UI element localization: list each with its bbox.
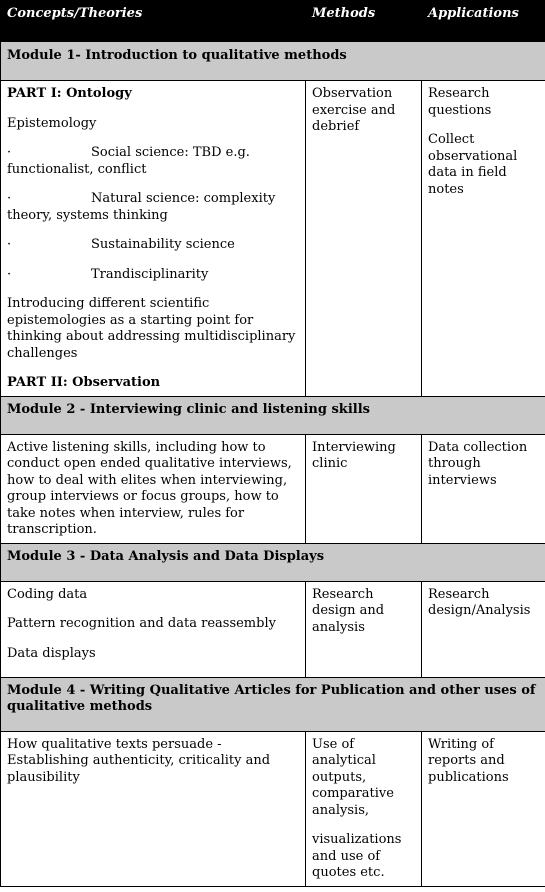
header-methods: Methods — [306, 1, 422, 42]
header-concepts: Concepts/Theories — [1, 1, 306, 42]
methods-cell — [306, 581, 422, 677]
concept-text: Pattern recognition and data reassembly — [7, 616, 276, 631]
module-1-title-row — [1, 42, 545, 81]
part-heading: PART II: Observation — [7, 375, 161, 390]
methods-cell — [306, 81, 422, 397]
methods-cell — [306, 434, 422, 543]
method-text: Research design and analysis — [312, 586, 385, 635]
concept-text: Data displays — [7, 645, 96, 661]
concept-text: How qualitative texts persuade - Establishing authenticity, criticality and plausibility — [7, 736, 271, 785]
bullet-text: Natural science: complexity theory, systems thinking — [7, 191, 276, 223]
module-title: Module 4 - Writing Qualitative Articles for Publication and other uses of qualitative methods — [1, 677, 545, 731]
module-title: Module 1- Introduction to qualitative methods — [1, 42, 545, 81]
module-3-title-row — [1, 543, 545, 581]
bullet-item — [7, 267, 299, 284]
concepts-cell — [1, 434, 306, 543]
applications-cell — [422, 81, 545, 397]
method-text: Interviewing clinic — [312, 439, 396, 471]
bullet-text: Social science: TBD e.g. functionalist, conflict — [7, 145, 250, 177]
concept-text: Active listening skills, including how to conduct open ended qualitative interviews, how to deal with elites when interviewing, group interviews or focus groups, how to take notes when interview, rules for transcription. — [7, 439, 292, 537]
applications-cell — [422, 581, 545, 677]
bullet-text: Sustainability science — [91, 237, 235, 252]
bullet-item — [7, 145, 299, 178]
module-4-content-row — [1, 731, 545, 886]
applications-cell — [422, 731, 545, 886]
bullet-text: Trandisciplinarity — [91, 266, 209, 282]
bullet-item — [7, 237, 299, 254]
concept-text: Epistemology — [7, 115, 97, 131]
application-text: Research design/Analysis — [428, 586, 531, 618]
methods-cell — [306, 731, 422, 886]
applications-cell — [422, 434, 545, 543]
module-2-content-row — [1, 434, 545, 543]
header-applications: Applications — [422, 1, 545, 42]
module-3-content-row — [1, 581, 545, 677]
method-text: Use of analytical outputs, comparative analysis, — [312, 736, 394, 818]
application-text: Research questions — [428, 86, 492, 118]
concepts-cell — [1, 81, 306, 397]
module-2-title-row — [1, 396, 545, 434]
bullet-marker: · — [7, 237, 12, 252]
concept-text: Introducing different scientific epistemologies as a starting point for thinking about addressing multidisciplinary challenges — [7, 296, 296, 361]
concept-text: Coding data — [7, 586, 88, 602]
part-heading: PART I: Ontology — [7, 86, 132, 101]
module-1-content-row — [1, 81, 545, 397]
concepts-cell — [1, 581, 306, 677]
bullet-item — [7, 191, 299, 224]
bullet-marker: · — [7, 145, 12, 160]
application-text: Writing of reports and publications — [428, 736, 509, 785]
concepts-cell — [1, 731, 306, 886]
bullet-marker: · — [7, 266, 12, 282]
module-title: Module 2 - Interviewing clinic and listening skills — [1, 396, 545, 434]
header-row — [1, 1, 545, 42]
application-text: Collect observational data in field notes — [428, 132, 518, 197]
module-4-title-row — [1, 677, 545, 731]
module-title: Module 3 - Data Analysis and Data Displays — [1, 543, 545, 581]
bullet-marker: · — [7, 191, 12, 206]
application-text: Data collection through interviews — [428, 439, 528, 488]
method-text: Observation exercise and debrief — [312, 86, 396, 134]
method-text: visualizations and use of quotes etc. — [312, 832, 402, 880]
